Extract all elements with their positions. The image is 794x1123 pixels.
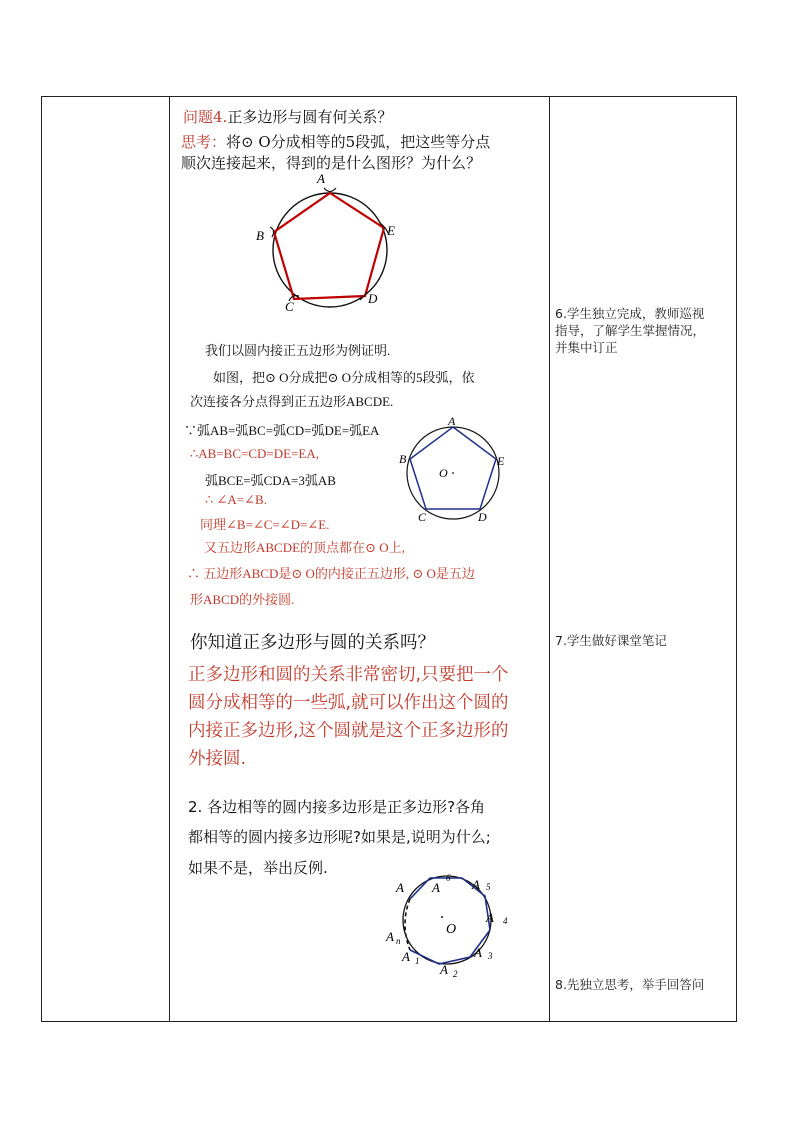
relation-answer-line: 正多边形和圆的关系非常密切,只要把一个: [188, 665, 509, 685]
vertex-label-a4: A: [486, 910, 494, 925]
proof-line-2: 次连接各分点得到正五边形ABCDE.: [190, 394, 394, 409]
proof-line-1: 如图，把⊙ O分成把⊙ O分成相等的5段弧，依: [213, 370, 475, 385]
vertex-label-a3: A: [474, 945, 482, 960]
vertex-label-a: A: [317, 171, 325, 186]
vertex-subscript-5: 5: [486, 882, 491, 892]
note-6: [555, 305, 705, 356]
note-line: 指导，了解学生掌握情况，: [555, 323, 706, 338]
polygon-figure: [382, 862, 522, 984]
vertex-subscript-3: 3: [488, 951, 493, 961]
vertex-label-a: A: [396, 880, 404, 895]
think-text: 将⊙ O分成相等的5段弧，把这些等分点: [226, 133, 491, 151]
vertex-subscript-n: n: [396, 936, 401, 946]
relation-answer-line: 圆分成相等的一些弧,就可以作出这个圆的: [188, 693, 509, 713]
relation-answer-line: 外接圆.: [188, 749, 247, 769]
relation-answer-line: 内接正多边形,这个圆就是这个正多边形的: [188, 721, 509, 741]
question-text: 正多边形与圆有何关系？: [227, 108, 393, 126]
proof-step-8: 形ABCD的外接圆.: [190, 592, 295, 607]
vertex-label-a: A: [448, 415, 456, 428]
note-line: 6.学生独立完成，教师巡视: [555, 306, 705, 321]
think-line-2: 顺次连接起来，得到的是什么图形？为什么？: [181, 154, 482, 172]
column-divider: [169, 97, 170, 1021]
pentagon-figure-red: [250, 170, 410, 320]
center-label-o: O: [439, 466, 448, 480]
proof-step-2: ∴AB=BC=CD=DE=EA,: [190, 446, 319, 461]
proof-step-6: 又五边形ABCDE的顶点都在⊙ O上,: [204, 540, 405, 555]
vertex-label-d: D: [368, 291, 378, 306]
proof-intro: 我们以圆内接正五边形为例证明.: [205, 343, 391, 358]
vertex-label-6: 6: [446, 873, 451, 883]
think-line-1: [181, 131, 490, 152]
proof-step-3: 弧BCE=弧CDA=3弧AB: [205, 473, 336, 488]
proof-step-5: 同理∠B=∠C=∠D=∠E.: [200, 517, 330, 532]
vertex-label-a6: A: [432, 880, 440, 895]
proof-step-1: ∵弧AB=弧BC=弧CD=弧DE=弧EA: [184, 423, 380, 438]
vertex-label-c: C: [418, 510, 427, 524]
note-line: 并集中订正: [555, 340, 618, 355]
vertex-label-a5: A: [472, 877, 480, 892]
question-number: 问题4.: [183, 108, 228, 126]
vertex-label-e: E: [387, 223, 395, 238]
vertex-subscript-2: 2: [453, 969, 458, 979]
question-4-heading: [183, 106, 392, 127]
pentagon-figure-blue: [395, 415, 515, 527]
vertex-label-an: A: [386, 929, 394, 944]
question-2-line: 如果不是，举出反例.: [188, 859, 328, 877]
relation-question: 你知道正多边形与圆的关系吗？: [190, 633, 435, 653]
column-divider: [549, 97, 550, 1021]
note-8: 8.先独立思考，举手回答问: [555, 977, 705, 992]
vertex-subscript-1: 1: [415, 956, 420, 966]
question-2-line: 都相等的圆内接多边形呢?如果是,说明为什么;: [188, 828, 491, 846]
vertex-label-d: D: [478, 510, 487, 524]
vertex-label-b: B: [256, 228, 264, 243]
question-2-line: 2. 各边相等的圆内接多边形是正多边形?各角: [188, 798, 486, 816]
vertex-label-e: E: [497, 454, 505, 468]
vertex-label-b: B: [399, 452, 407, 466]
proof-step-4: ∴ ∠A=∠B.: [205, 492, 267, 507]
vertex-label-c: C: [285, 299, 294, 314]
vertex-label-a2: A: [440, 962, 448, 977]
proof-step-7: ∴ 五边形ABCD是⊙ O的内接正五边形, ⊙ O是五边: [187, 566, 475, 581]
vertex-label-a1: A: [402, 949, 410, 964]
think-prefix: 思考：: [181, 133, 227, 151]
note-7: 7.学生做好课堂笔记: [555, 633, 667, 648]
vertex-subscript-4: 4: [503, 916, 508, 926]
center-label-o: O: [446, 922, 457, 937]
